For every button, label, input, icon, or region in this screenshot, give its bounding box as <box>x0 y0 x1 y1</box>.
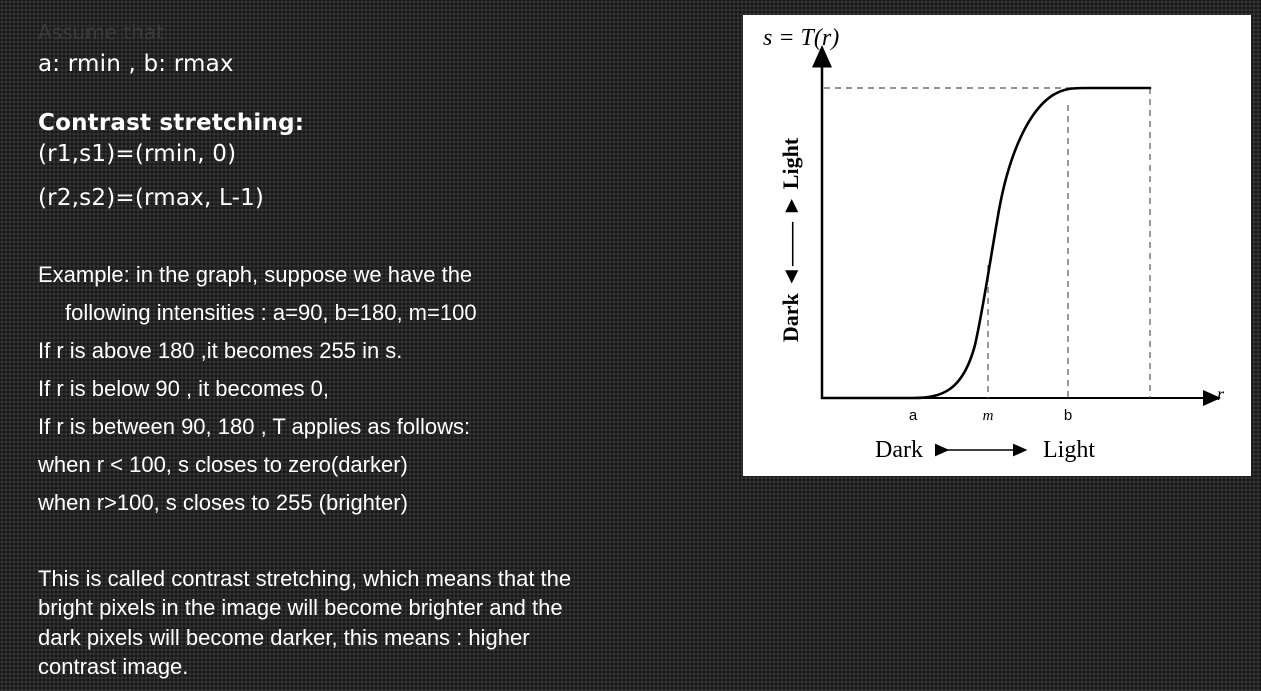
figure-title: s = T(r) <box>763 25 840 51</box>
transformation-figure <box>743 15 1251 476</box>
conclusion-line-3: dark pixels will become darker, this means : higher <box>38 625 530 650</box>
example-line-7: when r>100, s closes to 255 (brighter) <box>38 490 408 515</box>
conclusion-line-1: This is called contrast stretching, which means that the <box>38 566 572 591</box>
example-line-2: following intensities : a=90, b=180, m=100 <box>65 300 477 325</box>
x-label-light: Light <box>1043 437 1095 463</box>
transformation-graph <box>743 15 1251 476</box>
tick-label-b: b <box>1063 407 1073 424</box>
example-line-3: If r is above 180 ,it becomes 255 in s. <box>38 338 403 363</box>
tick-label-m: m <box>982 408 994 424</box>
y-axis-label: Dark ◄—— ► Light <box>778 137 803 343</box>
point2-text: (r2,s2)=(rmax, L-1) <box>38 185 265 211</box>
transformation-curve <box>822 88 1150 398</box>
x-axis-symbol: r <box>1217 384 1225 404</box>
assume-heading: Assume that <box>38 20 164 44</box>
dashed-guides <box>824 88 1150 398</box>
ab-definition: a: rmin , b: rmax <box>38 51 234 77</box>
conclusion-line-4: contrast image. <box>38 654 189 679</box>
example-line-1: Example: in the graph, suppose we have the <box>38 262 473 287</box>
x-label-dark: Dark <box>875 437 923 463</box>
conclusion-line-2: bright pixels in the image will become brighter and the <box>38 595 563 620</box>
point1-text: (r1,s1)=(rmin, 0) <box>38 141 237 167</box>
example-line-4: If r is below 90 , it becomes 0, <box>38 376 330 401</box>
example-line-5: If r is between 90, 180 , T applies as follows: <box>38 414 471 439</box>
tick-label-a: a <box>908 407 918 424</box>
section-title: Contrast stretching: <box>38 110 305 136</box>
example-line-6: when r < 100, s closes to zero(darker) <box>38 452 408 477</box>
